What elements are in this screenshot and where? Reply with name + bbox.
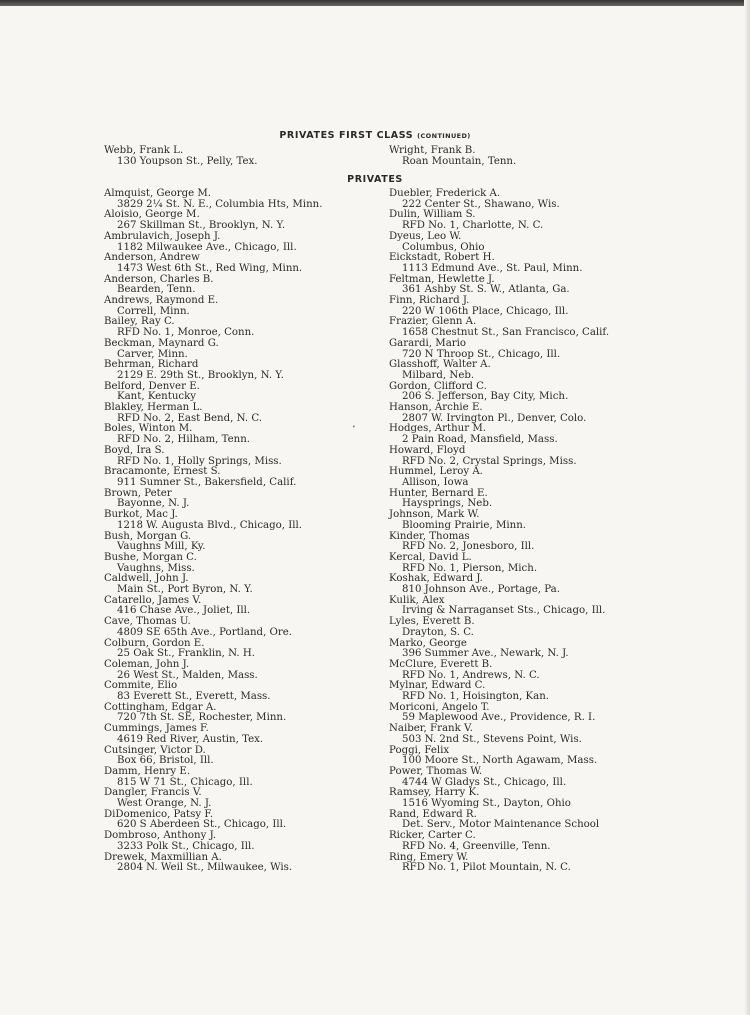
entry-name: Almquist, George M. — [104, 188, 212, 199]
entry-name: Johnson, Mark W. — [389, 509, 480, 521]
entry-name: Hanson, Archie E. — [389, 402, 483, 414]
roster-entry — [104, 724, 434, 745]
entry-name: Ring, Emery W. — [389, 851, 469, 863]
entry-name: Naiber, Frank V. — [389, 723, 473, 735]
entry-address: Box 66, Bristol, Ill. — [117, 755, 214, 767]
entry-name: Poggi, Felix — [389, 744, 450, 756]
entry-name: Dulin, William S. — [389, 209, 476, 221]
privates-heading-title: PRIVATES — [347, 174, 403, 185]
roster-entry — [389, 146, 719, 167]
entry-name: Webb, Frank L. — [104, 145, 184, 156]
entry-name: Commite, Elio — [104, 680, 178, 692]
entry-address: RFD No. 1, Charlotte, N. C. — [402, 220, 544, 232]
entry-name: Boles, Winton M. — [104, 423, 193, 435]
entry-address: RFD No. 1, Pierson, Mich. — [402, 562, 538, 574]
roster-entry — [104, 317, 434, 338]
entry-address: 222 Center St., Shawano, Wis. — [402, 198, 560, 210]
entry-address: 2129 E. 29th St., Brooklyn, N. Y. — [117, 369, 284, 381]
roster-entry — [389, 660, 719, 681]
entry-name: Hodges, Arthur M. — [389, 423, 487, 435]
entry-name: Ambrulavich, Joseph J. — [104, 230, 221, 242]
entry-address: RFD No. 2, Jonesboro, Ill. — [402, 541, 535, 553]
entry-name: Anderson, Charles B. — [104, 273, 214, 285]
roster-entry — [104, 467, 434, 488]
entry-name: Kercal, David L. — [389, 551, 472, 563]
roster-entry — [389, 317, 719, 338]
roster-entry — [104, 681, 434, 702]
entry-address: 396 Summer Ave., Newark, N. J. — [402, 648, 569, 660]
roster-entry — [389, 467, 719, 488]
roster-entry — [389, 596, 719, 617]
entry-address: RFD No. 4, Greenville, Tenn. — [402, 840, 551, 852]
entry-address: 3233 Polk St., Chicago, Ill. — [117, 840, 255, 852]
entry-address: 720 N Throop St., Chicago, Ill. — [402, 348, 561, 360]
entry-name: Kulik, Alex — [389, 594, 445, 606]
roster-entry — [104, 831, 434, 852]
entry-address: 720 7th St. SE, Rochester, Minn. — [117, 712, 287, 724]
roster-entry — [104, 660, 434, 681]
roster-entry — [104, 617, 434, 638]
entry-name: Lyles, Everett B. — [389, 616, 475, 628]
entry-address: 4809 SE 65th Ave., Portland, Ore. — [117, 626, 293, 638]
entry-name: Burkot, Mac J. — [104, 509, 178, 521]
entry-address: 2804 N. Weil St., Milwaukee, Wis. — [117, 862, 293, 874]
roster-entry — [389, 232, 719, 253]
roster-entry — [389, 360, 719, 381]
roster-entry — [389, 296, 719, 317]
entry-address: Carver, Minn. — [117, 348, 188, 360]
entry-name: Feltman, Hewlette J. — [389, 273, 495, 285]
pfc-heading-note: (CONTINUED) — [417, 132, 471, 140]
entry-address: RFD No. 1, Monroe, Conn. — [117, 327, 255, 339]
entry-name: Blakley, Herman L. — [104, 402, 203, 414]
roster-entry — [104, 360, 434, 381]
entry-address: 416 Chase Ave., Joliet, Ill. — [117, 605, 251, 617]
entry-address: 267 Skillman St., Brooklyn, N. Y. — [117, 220, 286, 232]
roster-entry — [104, 424, 434, 445]
roster-entry — [104, 746, 434, 767]
roster-entry — [104, 853, 434, 874]
entry-address: 1473 West 6th St., Red Wing, Minn. — [117, 262, 303, 274]
entry-name: Colburn, Gordon E. — [104, 637, 205, 649]
entry-address: 220 W 106th Place, Chicago, Ill. — [402, 305, 569, 317]
roster-entry — [389, 253, 719, 274]
entry-address: RFD No. 1, Andrews, N. C. — [402, 669, 540, 681]
entry-name: Ricker, Carter C. — [389, 830, 476, 842]
entry-name: Cottingham, Edgar A. — [104, 701, 217, 713]
entry-address: Main St., Port Byron, N. Y. — [117, 584, 253, 596]
entry-name: Brown, Peter — [104, 487, 172, 499]
scan-top-edge — [0, 0, 750, 6]
entry-address: Bearden, Tenn. — [117, 284, 196, 296]
entry-name: Bracamonte, Ernest S. — [104, 466, 221, 478]
privates-right-column — [389, 189, 719, 874]
roster-entry — [104, 510, 434, 531]
roster-entry — [104, 574, 434, 595]
entry-name: Bush, Morgan G. — [104, 530, 192, 542]
entry-name: Koshak, Edward J. — [389, 573, 483, 585]
entry-name: Damm, Henry E. — [104, 765, 191, 777]
entry-address: RFD No. 1, Pilot Mountain, N. C. — [402, 862, 571, 874]
roster-entry — [389, 810, 719, 831]
entry-address: RFD No. 2, East Bend, N. C. — [117, 412, 263, 424]
roster-entry — [104, 446, 434, 467]
entry-address: 361 Ashby St. S. W., Atlanta, Ga. — [402, 284, 570, 296]
entry-address: 503 N. 2nd St., Stevens Point, Wis. — [402, 733, 582, 745]
entry-name: Belford, Denver E. — [104, 380, 200, 392]
entry-name: Catarello, James V. — [104, 594, 202, 606]
entry-address: 1658 Chestnut St., San Francisco, Calif. — [402, 327, 610, 339]
entry-address: Allison, Iowa — [402, 476, 469, 488]
entry-address: Kant, Kentucky — [117, 391, 197, 403]
entry-name: McClure, Everett B. — [389, 658, 493, 670]
entry-address: 26 West St., Malden, Mass. — [117, 669, 258, 681]
entry-name: Andrews, Raymond E. — [104, 295, 219, 307]
entry-address: 25 Oak St., Franklin, N. H. — [117, 648, 255, 660]
pfc-right-column — [389, 146, 719, 167]
entry-name: Hunter, Bernard E. — [389, 487, 488, 499]
roster-entry — [389, 446, 719, 467]
roster-entry — [104, 339, 434, 360]
roster-entry — [389, 189, 719, 210]
entry-name: Bushe, Morgan C. — [104, 551, 197, 563]
entry-address: Roan Mountain, Tenn. — [402, 155, 517, 167]
entry-name: Behrman, Richard — [104, 359, 199, 371]
entry-name: Marko, George — [389, 637, 467, 649]
roster-entry — [104, 703, 434, 724]
roster-entry — [389, 382, 719, 403]
entry-name: Duebler, Frederick A. — [389, 188, 501, 199]
entry-name: Rand, Edward R. — [389, 808, 477, 820]
entry-name: Power, Thomas W. — [389, 765, 483, 777]
entry-address: 1218 W. Augusta Blvd., Chicago, Ill. — [117, 519, 303, 531]
entry-name: Coleman, John J. — [104, 658, 190, 670]
roster-entry — [104, 489, 434, 510]
entry-name: Dangler, Francis V. — [104, 787, 202, 799]
roster-entry — [389, 210, 719, 231]
entry-name: Beckman, Maynard G. — [104, 337, 219, 349]
entry-name: Cummings, James F. — [104, 723, 209, 735]
entry-name: Frazier, Glenn A. — [389, 316, 477, 328]
roster-entry — [104, 596, 434, 617]
entry-address: Vaughns, Miss. — [117, 562, 195, 574]
roster-entry — [104, 767, 434, 788]
entry-address: West Orange, N. J. — [117, 798, 212, 810]
entry-name: Eickstadt, Robert H. — [389, 252, 495, 264]
roster-entry — [389, 489, 719, 510]
roster-entry — [389, 424, 719, 445]
roster-entry — [389, 746, 719, 767]
roster-entry — [389, 767, 719, 788]
entry-address: 4619 Red River, Austin, Tex. — [117, 733, 264, 745]
entry-address: 100 Moore St., North Agawam, Mass. — [402, 755, 598, 767]
entry-address: 1182 Milwaukee Ave., Chicago, Ill. — [117, 241, 297, 253]
roster-entry — [389, 617, 719, 638]
roster-entry — [389, 703, 719, 724]
entry-address: Milbard, Neb. — [402, 369, 475, 381]
roster-entry — [104, 810, 434, 831]
entry-address: Correll, Minn. — [117, 305, 190, 317]
entry-name: Cutsinger, Victor D. — [104, 744, 206, 756]
privates-heading — [0, 174, 750, 185]
entry-address: 1113 Edmund Ave., St. Paul, Minn. — [402, 262, 583, 274]
roster-entry — [389, 681, 719, 702]
entry-address: Columbus, Ohio — [402, 241, 485, 253]
entry-name: DiDomenico, Patsy F. — [104, 808, 214, 820]
entry-name: Aloisio, George M. — [104, 209, 200, 221]
entry-name: Kinder, Thomas — [389, 530, 470, 542]
entry-address: 810 Johnson Ave., Portage, Pa. — [402, 584, 560, 596]
entry-address: Haysprings, Neb. — [402, 498, 493, 510]
roster-entry — [104, 189, 434, 210]
roster-entry — [389, 339, 719, 360]
entry-address: Irving & Narraganset Sts., Chicago, Ill. — [402, 605, 606, 617]
roster-entry — [389, 639, 719, 660]
entry-address: Det. Serv., Motor Maintenance School — [402, 819, 600, 831]
roster-entry — [389, 574, 719, 595]
entry-address: RFD No. 1, Hoisington, Kan. — [402, 691, 550, 703]
roster-entry — [104, 210, 434, 231]
entry-address: 815 W 71 St., Chicago, Ill. — [117, 776, 253, 788]
roster-entry — [104, 275, 434, 296]
entry-name: Bailey, Ray C. — [104, 316, 175, 328]
roster-entry — [389, 275, 719, 296]
entry-name: Glasshoff, Walter A. — [389, 359, 491, 371]
roster-entry — [104, 403, 434, 424]
entry-name: Dyeus, Leo W. — [389, 230, 462, 242]
roster-entry — [104, 553, 434, 574]
entry-address: 4744 W Gladys St., Chicago, Ill. — [402, 776, 567, 788]
roster-entry — [104, 532, 434, 553]
entry-address: RFD No. 2, Hilham, Tenn. — [117, 434, 251, 446]
entry-address: 2 Pain Road, Mansfield, Mass. — [402, 434, 558, 446]
entry-name: Caldwell, John J. — [104, 573, 189, 585]
pfc-heading — [0, 130, 750, 141]
entry-address: 206 S. Jefferson, Bay City, Mich. — [402, 391, 569, 403]
entry-name: Moriconi, Angelo T. — [389, 701, 490, 713]
roster-entry — [104, 296, 434, 317]
roster-entry — [389, 553, 719, 574]
entry-address: Vaughns Mill, Ky. — [117, 541, 206, 553]
roster-entry — [389, 831, 719, 852]
entry-address: 2807 W. Irvington Pl., Denver, Colo. — [402, 412, 587, 424]
entry-name: Boyd, Ira S. — [104, 444, 165, 456]
entry-address: RFD No. 1, Holly Springs, Miss. — [117, 455, 282, 467]
roster-entry — [389, 788, 719, 809]
entry-name: Mylnar, Edward C. — [389, 680, 486, 692]
entry-name: Hummel, Leroy A. — [389, 466, 483, 478]
roster-entry — [104, 382, 434, 403]
entry-name: Drewek, Maxmillian A. — [104, 851, 222, 863]
scan-speck: • — [352, 424, 356, 431]
entry-address: 83 Everett St., Everett, Mass. — [117, 691, 271, 703]
roster-entry — [389, 403, 719, 424]
entry-name: Garardi, Mario — [389, 337, 467, 349]
entry-address: Drayton, S. C. — [402, 626, 474, 638]
roster-entry — [104, 232, 434, 253]
entry-address: 620 S Aberdeen St., Chicago, Ill. — [117, 819, 287, 831]
pfc-left-column — [104, 146, 434, 167]
pfc-heading-title: PRIVATES FIRST CLASS — [279, 130, 414, 141]
roster-entry — [104, 639, 434, 660]
entry-name: Anderson, Andrew — [104, 252, 200, 264]
roster-entry — [389, 724, 719, 745]
entry-address: RFD No. 2, Crystal Springs, Miss. — [402, 455, 577, 467]
entry-name: Howard, Floyd — [389, 444, 466, 456]
privates-left-column — [104, 189, 434, 874]
scan-right-edge — [744, 0, 750, 1015]
roster-entry — [104, 788, 434, 809]
entry-address: Blooming Prairie, Minn. — [402, 519, 526, 531]
entry-name: Gordon, Clifford C. — [389, 380, 487, 392]
roster-entry — [389, 532, 719, 553]
entry-address: 1516 Wyoming St., Dayton, Ohio — [402, 798, 571, 810]
entry-address: 130 Youpson St., Pelly, Tex. — [117, 155, 258, 167]
entry-name: Finn, Richard J. — [389, 295, 470, 307]
entry-address: 3829 2¼ St. N. E., Columbia Hts, Minn. — [117, 198, 323, 210]
entry-name: Ramsey, Harry K. — [389, 787, 480, 799]
roster-entry — [389, 510, 719, 531]
roster-entry — [104, 253, 434, 274]
entry-name: Cave, Thomas U. — [104, 616, 191, 628]
entry-name: Dombroso, Anthony J. — [104, 830, 217, 842]
entry-address: 59 Maplewood Ave., Providence, R. I. — [402, 712, 596, 724]
roster-entry — [389, 853, 719, 874]
entry-address: Bayonne, N. J. — [117, 498, 190, 510]
entry-name: Wright, Frank B. — [389, 145, 476, 156]
roster-entry — [104, 146, 434, 167]
entry-address: 911 Sumner St., Bakersfield, Calif. — [117, 476, 297, 488]
